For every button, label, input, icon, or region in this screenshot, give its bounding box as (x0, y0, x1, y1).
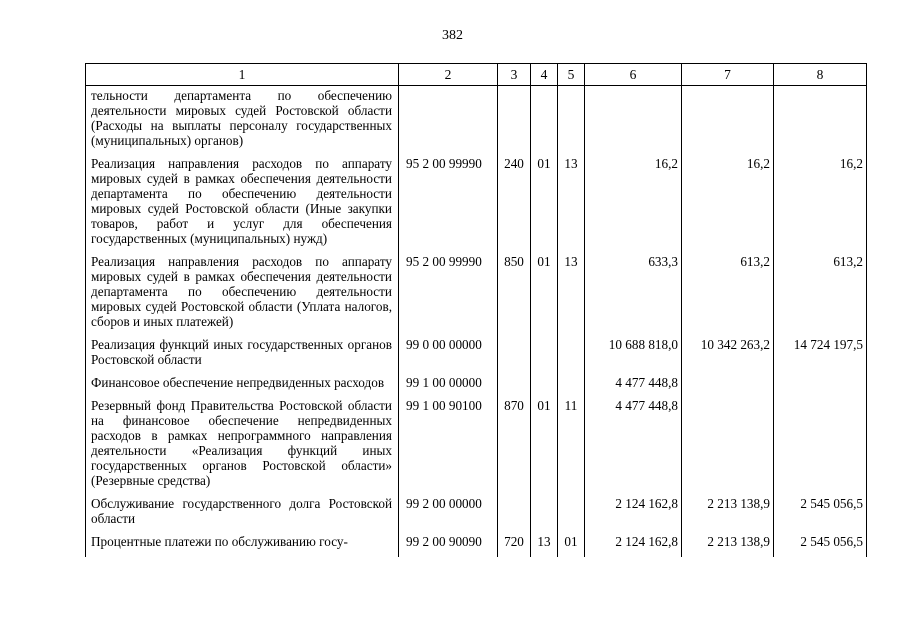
target-article-cell: 99 2 00 00000 (399, 496, 498, 534)
amount-cell: 613,2 (682, 254, 774, 337)
amount-cell: 16,2 (774, 156, 867, 254)
expense-name-cell: Реализация направления расходов по аппарату мировых судей в рамках обеспечения деятельности департамента по обеспечению деятельности мировых судей Ростовской области (Уплата налогов, сборов и иных платежей) (86, 254, 399, 337)
table-header-row (86, 64, 867, 86)
section-cell (531, 496, 558, 534)
amount-cell: 2 545 056,5 (774, 496, 867, 534)
table-row (86, 254, 867, 337)
expense-name-cell: Резервный фонд Правительства Ростовской области на финансовое обеспечение непредвиденных расходов в рамках непрограммного направления деятельности «Реализация функций иных государственных органов Ростовской области» (Резервные средства) (86, 398, 399, 496)
section-cell: 01 (531, 398, 558, 496)
section-cell (531, 86, 558, 157)
amount-cell: 10 342 263,2 (682, 337, 774, 375)
amount-cell: 2 545 056,5 (774, 534, 867, 557)
amount-cell (682, 86, 774, 157)
amount-cell: 2 124 162,8 (585, 534, 682, 557)
table-row (86, 375, 867, 398)
amount-cell (774, 375, 867, 398)
expense-name-cell: Финансовое обеспечение непредвиденных расходов (86, 375, 399, 398)
column-header: 4 (531, 64, 558, 86)
amount-cell: 10 688 818,0 (585, 337, 682, 375)
expense-name-cell: тельности департамента по обеспечению деятельности мировых судей Ростовской области (Расходы на выплаты персоналу государственных (муниципальных) органов) (86, 86, 399, 157)
column-header: 8 (774, 64, 867, 86)
amount-cell: 14 724 197,5 (774, 337, 867, 375)
section-cell: 13 (531, 534, 558, 557)
amount-cell (682, 398, 774, 496)
section-cell: 01 (531, 156, 558, 254)
amount-cell: 613,2 (774, 254, 867, 337)
column-header: 6 (585, 64, 682, 86)
column-header: 3 (498, 64, 531, 86)
amount-cell: 4 477 448,8 (585, 398, 682, 496)
expense-type-cell: 870 (498, 398, 531, 496)
section-cell (531, 337, 558, 375)
table-row (86, 156, 867, 254)
subsection-cell (558, 86, 585, 157)
section-cell (531, 375, 558, 398)
section-cell: 01 (531, 254, 558, 337)
table-row (86, 398, 867, 496)
subsection-cell: 11 (558, 398, 585, 496)
table-row (86, 86, 867, 157)
budget-table (85, 63, 867, 557)
expense-name-cell: Реализация направления расходов по аппарату мировых судей в рамках обеспечения деятельности департамента по обеспечению деятельности мировых судей Ростовской области (Иные закупки товаров, работ и услуг для обеспечения государственных (муниципальных) нужд) (86, 156, 399, 254)
subsection-cell: 13 (558, 156, 585, 254)
target-article-cell: 95 2 00 99990 (399, 156, 498, 254)
target-article-cell: 99 2 00 90090 (399, 534, 498, 557)
target-article-cell: 95 2 00 99990 (399, 254, 498, 337)
amount-cell: 16,2 (682, 156, 774, 254)
expense-type-cell (498, 337, 531, 375)
amount-cell (774, 86, 867, 157)
target-article-cell (399, 86, 498, 157)
column-header: 5 (558, 64, 585, 86)
column-header: 2 (399, 64, 498, 86)
expense-type-cell (498, 86, 531, 157)
table-row (86, 337, 867, 375)
subsection-cell (558, 496, 585, 534)
amount-cell (774, 398, 867, 496)
expense-type-cell: 240 (498, 156, 531, 254)
amount-cell (682, 375, 774, 398)
amount-cell: 2 213 138,9 (682, 496, 774, 534)
expense-name-cell: Процентные платежи по обслуживанию госу- (86, 534, 399, 557)
target-article-cell: 99 0 00 00000 (399, 337, 498, 375)
amount-cell: 2 213 138,9 (682, 534, 774, 557)
amount-cell: 2 124 162,8 (585, 496, 682, 534)
expense-name-cell: Обслуживание государственного долга Ростовской области (86, 496, 399, 534)
subsection-cell (558, 337, 585, 375)
expense-type-cell: 720 (498, 534, 531, 557)
amount-cell (585, 86, 682, 157)
expense-type-cell (498, 375, 531, 398)
target-article-cell: 99 1 00 90100 (399, 398, 498, 496)
table-row (86, 496, 867, 534)
expense-name-cell: Реализация функций иных государственных органов Ростовской области (86, 337, 399, 375)
amount-cell: 16,2 (585, 156, 682, 254)
expense-type-cell: 850 (498, 254, 531, 337)
subsection-cell: 13 (558, 254, 585, 337)
subsection-cell: 01 (558, 534, 585, 557)
expense-type-cell (498, 496, 531, 534)
subsection-cell (558, 375, 585, 398)
amount-cell: 633,3 (585, 254, 682, 337)
table-row (86, 534, 867, 557)
target-article-cell: 99 1 00 00000 (399, 375, 498, 398)
column-header: 7 (682, 64, 774, 86)
column-header: 1 (86, 64, 399, 86)
page-number: 382 (442, 28, 463, 43)
amount-cell: 4 477 448,8 (585, 375, 682, 398)
